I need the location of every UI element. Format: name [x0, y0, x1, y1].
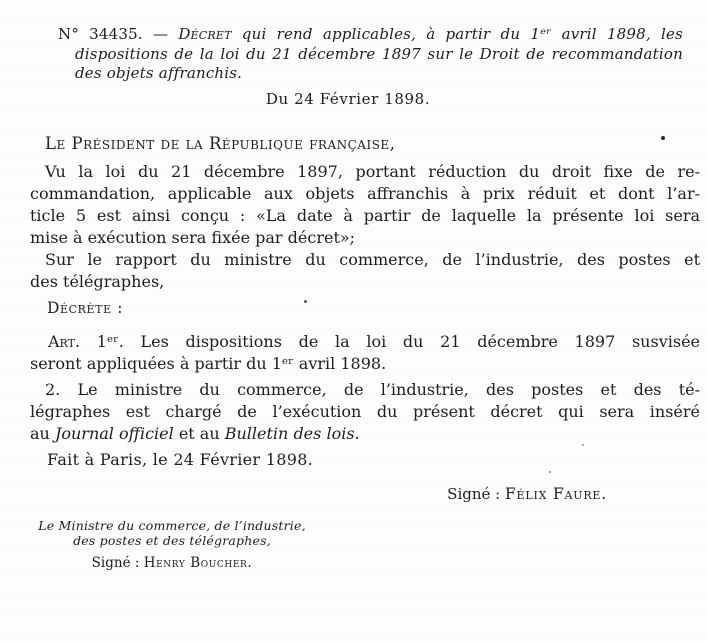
scan-artifact-dot: [304, 300, 307, 303]
paragraph-rapport: [30, 249, 700, 293]
salutation-line: Le Président de la République française,: [45, 133, 396, 153]
president-signature-label: Signé :: [447, 484, 505, 503]
president-name: Félix Faure.: [504, 484, 607, 503]
scan-artifact-dot: [661, 136, 665, 140]
paragraph-rapport-line-1: Sur le rapport du ministre du commerce, de l’industrie, des postes et: [45, 249, 700, 269]
article-2-line-3: [30, 423, 700, 445]
journal-officiel-title: Journal officiel: [54, 423, 174, 443]
paragraph-vu-line-1: Vu la loi du 21 décembre 1897, portant réduction du droit fixe de re-: [45, 161, 700, 181]
decree-header: [30, 25, 700, 84]
minister-signature: [37, 555, 307, 572]
bulletin-des-lois-title: Bulletin des lois: [224, 423, 355, 443]
decree-text-block: [30, 25, 700, 572]
decree-word: Décret: [178, 25, 232, 43]
minister-title-line-2: des postes et des télégraphes,: [73, 533, 271, 548]
president-signature: [30, 485, 700, 503]
paragraph-vu-la-loi: [30, 161, 700, 249]
paragraph-vu-line-4: mise à exécution sera fixée par décret»;: [30, 227, 356, 247]
minister-block: [37, 518, 307, 572]
decree-title-rest: qui rend applicables, à partir du 1ᵉʳ avril 1898, les: [231, 25, 683, 43]
paragraph-vu-line-3: ticle 5 est ainsi conçu : «La date à partir de laquelle la présente loi sera: [30, 205, 700, 225]
decree-header-line-1: [58, 25, 683, 45]
paragraph-rapport-line-2: des télégraphes,: [30, 271, 165, 291]
scan-artifact-dot: [549, 471, 551, 473]
article-2-line-3-end: .: [354, 423, 360, 443]
decree-header-line-2: dispositions de la loi du 21 décembre 1897 sur le Droit de recommandation: [75, 44, 683, 63]
decree-number: N° 34435. —: [58, 25, 179, 43]
article-1-line-1: [30, 331, 700, 353]
article-2-line-2: légraphes est chargé de l’exécution du présent décret qui sera inséré: [30, 401, 700, 421]
article-2-line-3-mid: et au: [173, 423, 225, 443]
minister-signature-label: Signé :: [91, 554, 144, 571]
decree-date-line: Du 24 Février 1898.: [265, 89, 431, 108]
article-2-line-1: 2. Le ministre du commerce, de l’industrie, des postes et des té-: [45, 379, 700, 399]
article-1-line-2: seront appliquées à partir du 1ᵉʳ avril 1898.: [30, 353, 387, 373]
article-1-label: Art.: [48, 331, 81, 351]
article-1-text: 1ᵉʳ. Les dispositions de la loi du 21 décembre 1897 susvisée: [80, 331, 700, 351]
article-2-line-3-pre: au: [30, 423, 55, 443]
paragraph-vu-line-2: commandation, applicable aux objets affranchis à prix réduit et dont l’ar-: [30, 183, 700, 203]
decrete-word: Décrète :: [47, 298, 124, 317]
article-2: [30, 379, 700, 445]
fait-a-paris-line: Fait à Paris, le 24 Février 1898.: [47, 449, 314, 469]
minister-title-line-1: Le Ministre du commerce, de l’industrie,: [38, 517, 306, 533]
minister-title: [37, 518, 307, 549]
decree-header-line-3: des objets affranchis.: [75, 64, 243, 82]
scan-artifact-dot: [582, 444, 584, 446]
minister-name: Henry Boucher.: [143, 554, 253, 571]
article-1: [30, 331, 700, 375]
